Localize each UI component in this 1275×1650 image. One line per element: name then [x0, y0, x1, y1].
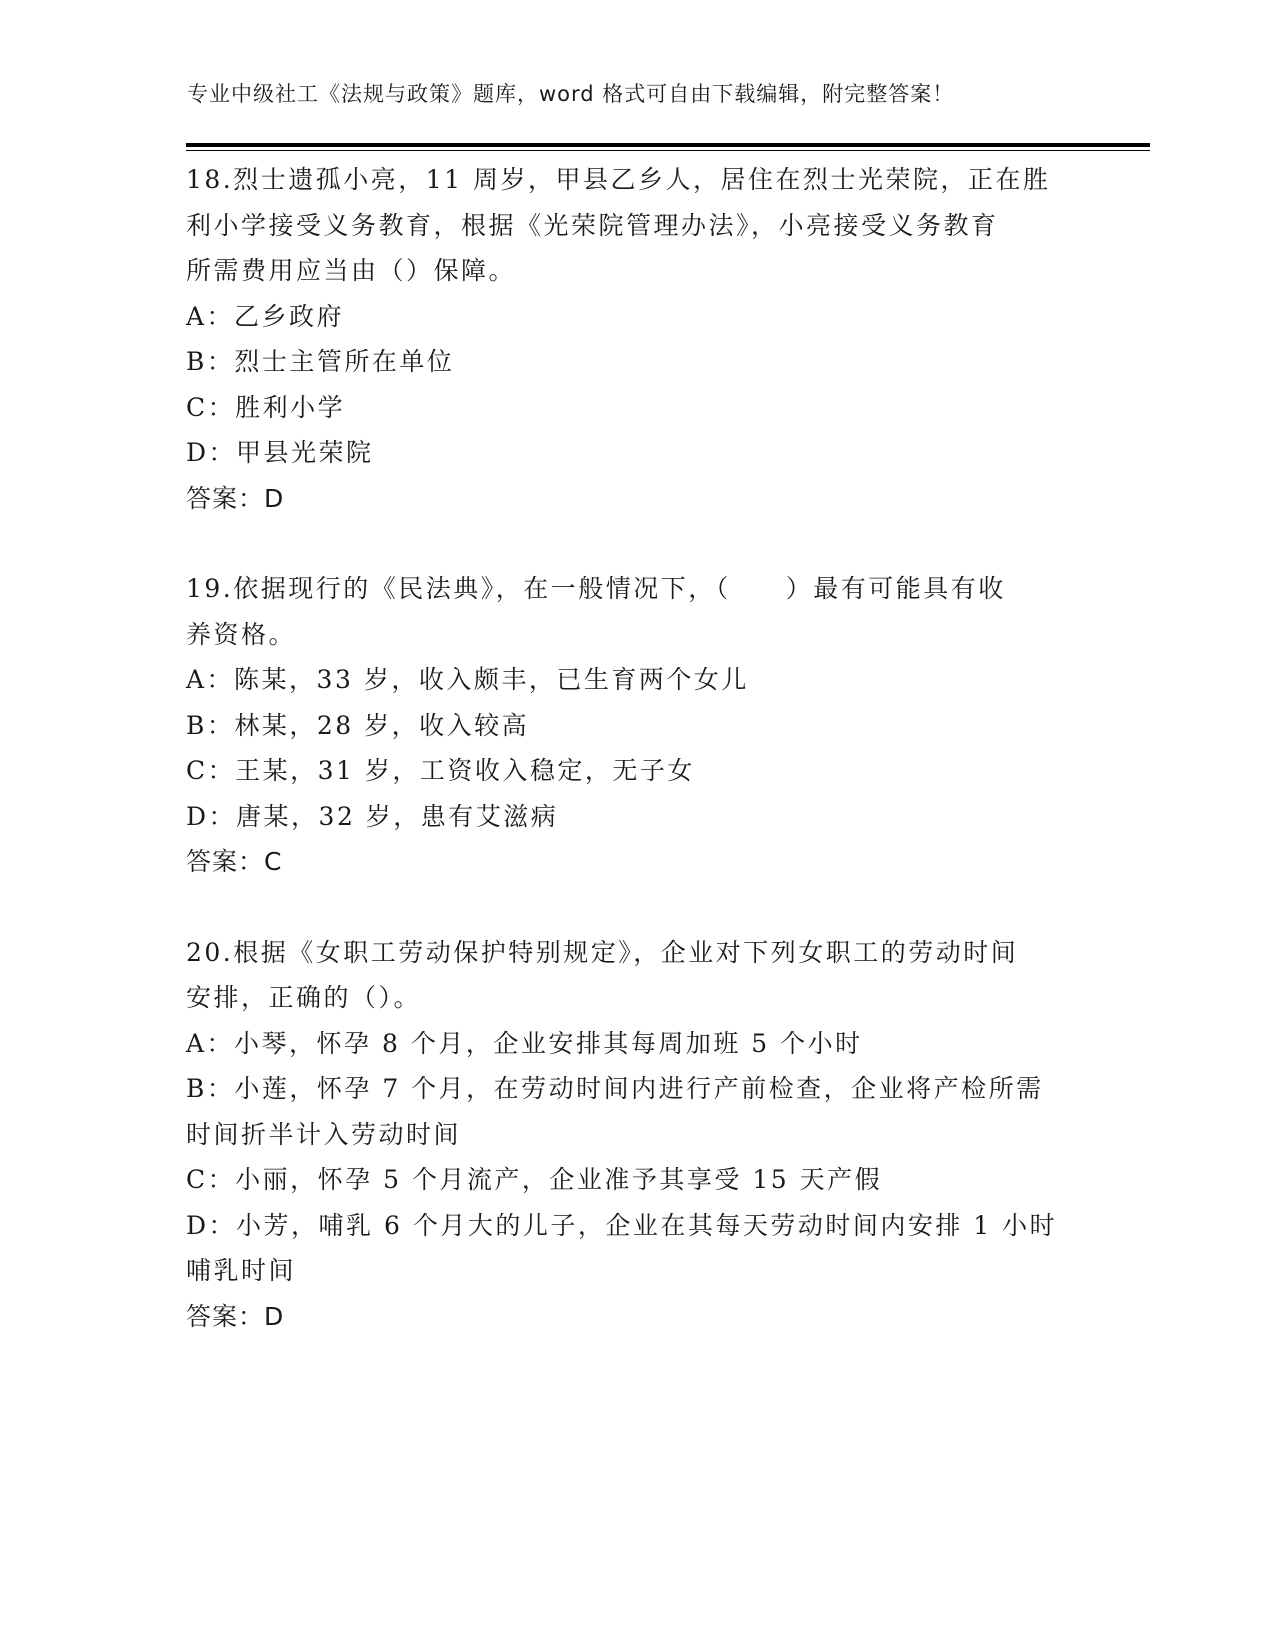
option-b: B：烈士主管所在单位 [186, 347, 455, 376]
answer-label: 答案：D [186, 1301, 285, 1331]
option-b-continued: 时间折半计入劳动时间 [186, 1119, 462, 1149]
question-stem-line: 养资格。 [186, 619, 297, 649]
option-c: C：小丽，怀孕 5 个月流产，企业准予其享受 15 天产假 [186, 1165, 883, 1194]
question-20 [186, 930, 1086, 1340]
option-b: B：小莲，怀孕 7 个月，在劳动时间内进行产前检查，企业将产检所需 [186, 1074, 1044, 1103]
option-b: B：林某，28 岁，收入较高 [186, 710, 530, 740]
header-divider-thick [186, 143, 1150, 147]
option-a: A：小琴，怀孕 8 个月，企业安排其每周加班 5 个小时 [186, 1028, 863, 1058]
option-c: C：王某，31 岁，工资收入稳定，无子女 [186, 756, 695, 785]
answer-label: 答案：D [186, 483, 285, 513]
option-d: D：甲县光荣院 [186, 438, 374, 467]
option-d: D：小芳，哺乳 6 个月大的儿子，企业在其每天劳动时间内安排 1 小时 [186, 1210, 1058, 1240]
option-a: A：乙乡政府 [186, 301, 345, 331]
header-divider-thin [186, 150, 1150, 151]
page-header: 专业中级社工《法规与政策》题库，word 格式可自由下载编辑，附完整答案！ [187, 82, 955, 106]
question-19 [186, 566, 1086, 885]
question-stem-line: 18.烈士遗孤小亮，11 周岁，甲县乙乡人，居住在烈士光荣院，正在胜 [186, 165, 1051, 194]
question-stem-line: 安排，正确的（）。 [186, 983, 422, 1012]
option-c: C：胜利小学 [186, 392, 346, 422]
option-d-continued: 哺乳时间 [186, 1256, 297, 1285]
question-list [186, 157, 1086, 1384]
option-a: A：陈某，33 岁，收入颇丰，已生育两个女儿 [186, 665, 749, 694]
question-stem-line: 所需费用应当由（）保障。 [186, 256, 517, 285]
question-stem-line: 利小学接受义务教育，根据《光荣院管理办法》，小亮接受义务教育 [186, 210, 999, 240]
option-d: D：唐某，32 岁，患有艾滋病 [186, 801, 559, 831]
question-stem-line: 20.根据《女职工劳动保护特别规定》，企业对下列女职工的劳动时间 [186, 937, 1019, 967]
answer-label: 答案：C [186, 847, 283, 876]
question-stem-line: 19.依据现行的《民法典》，在一般情况下，（ ）最有可能具有收 [186, 574, 1006, 603]
question-18 [186, 157, 1086, 521]
